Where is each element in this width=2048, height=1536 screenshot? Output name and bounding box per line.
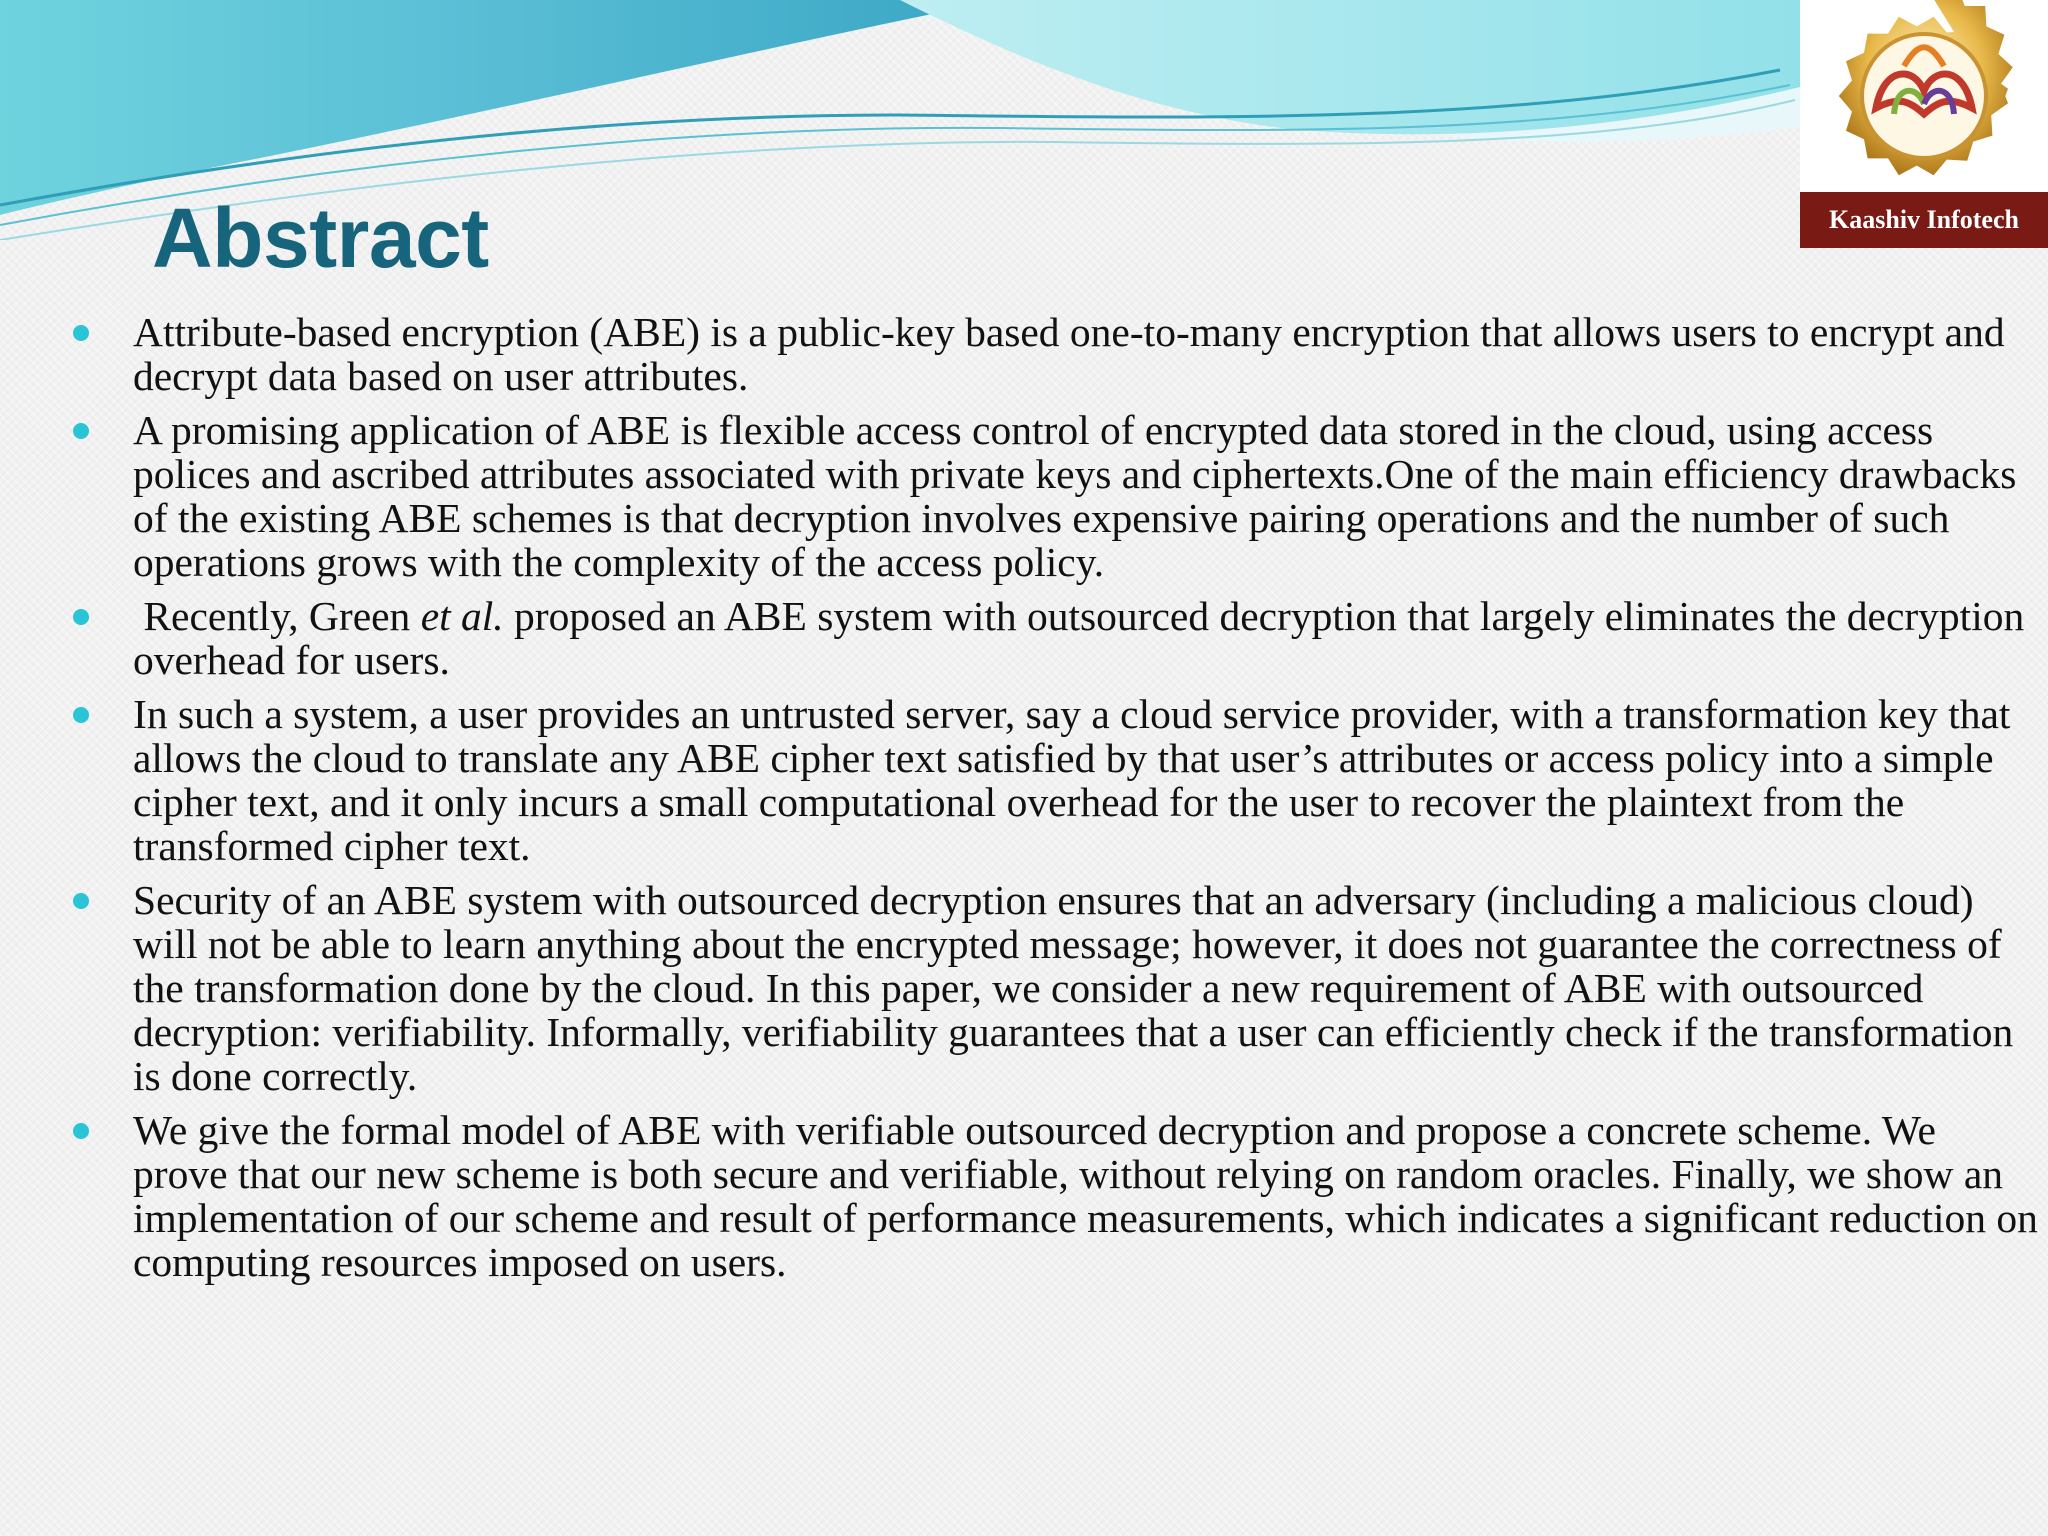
bullet-text: Security of an ABE system with outsourced decryption ensures that an adversary (including a malicious cloud) will not be able to learn anything about the encrypted message; however, it does not guarantee the correctness of the transformation done by the cloud. In this paper, we consider a new requirement of ABE with outsourced decryption: verifiability. Informally, verifiability guarantees that a user can efficiently check if the transformation is done correctly.	[133, 877, 2014, 1099]
list-item	[0, 310, 2040, 398]
bullet-dot-icon	[73, 1123, 89, 1139]
list-item	[0, 1108, 2040, 1284]
list-item	[0, 594, 2040, 682]
bullet-text-part: proposed an ABE system with outsourced decryption that largely eliminates the decryption overhead for users.	[133, 593, 2025, 683]
bullet-dot-icon	[73, 325, 89, 341]
logo-banner-text: Kaashiv Infotech	[1800, 192, 2048, 248]
company-logo	[1800, 0, 2048, 248]
bullet-dot-icon	[73, 707, 89, 723]
list-item	[0, 692, 2040, 868]
bullet-dot-icon	[73, 609, 89, 625]
logo-seal-icon	[1800, 0, 2048, 196]
bullet-text-part: Recently, Green	[133, 593, 421, 639]
bullet-dot-icon	[73, 893, 89, 909]
abstract-bullet-list	[0, 310, 2040, 1294]
list-item	[0, 878, 2040, 1098]
bullet-text: In such a system, a user provides an untrusted server, say a cloud service provider, with a transformation key that allows the cloud to translate any ABE cipher text satisfied by that user’s attributes or access policy into a simple cipher text, and it only incurs a small computational overhead for the user to recover the plaintext from the transformed cipher text.	[133, 691, 2011, 869]
bullet-text-emphasis: et al.	[420, 593, 504, 639]
bullet-dot-icon	[73, 423, 89, 439]
slide-title: Abstract	[152, 191, 489, 285]
list-item	[0, 408, 2040, 584]
bullet-text: A promising application of ABE is flexible access control of encrypted data stored in the cloud, using access polices and ascribed attributes associated with private keys and ciphertexts.One of the main efficiency drawbacks of the existing ABE schemes is that decryption involves expensive pairing operations and the number of such operations grows with the complexity of the access policy.	[133, 407, 2017, 585]
bullet-text: We give the formal model of ABE with verifiable outsourced decryption and propose a concrete scheme. We prove that our new scheme is both secure and verifiable, without relying on random oracles. Finally, we show an implementation of our scheme and result of performance measurements, which indicates a significant reduction on computing resources imposed on users.	[133, 1107, 2038, 1285]
bullet-text	[133, 594, 2040, 682]
bullet-text: Attribute-based encryption (ABE) is a public-key based one-to-many encryption that allows users to encrypt and decrypt data based on user attributes.	[133, 309, 2005, 399]
